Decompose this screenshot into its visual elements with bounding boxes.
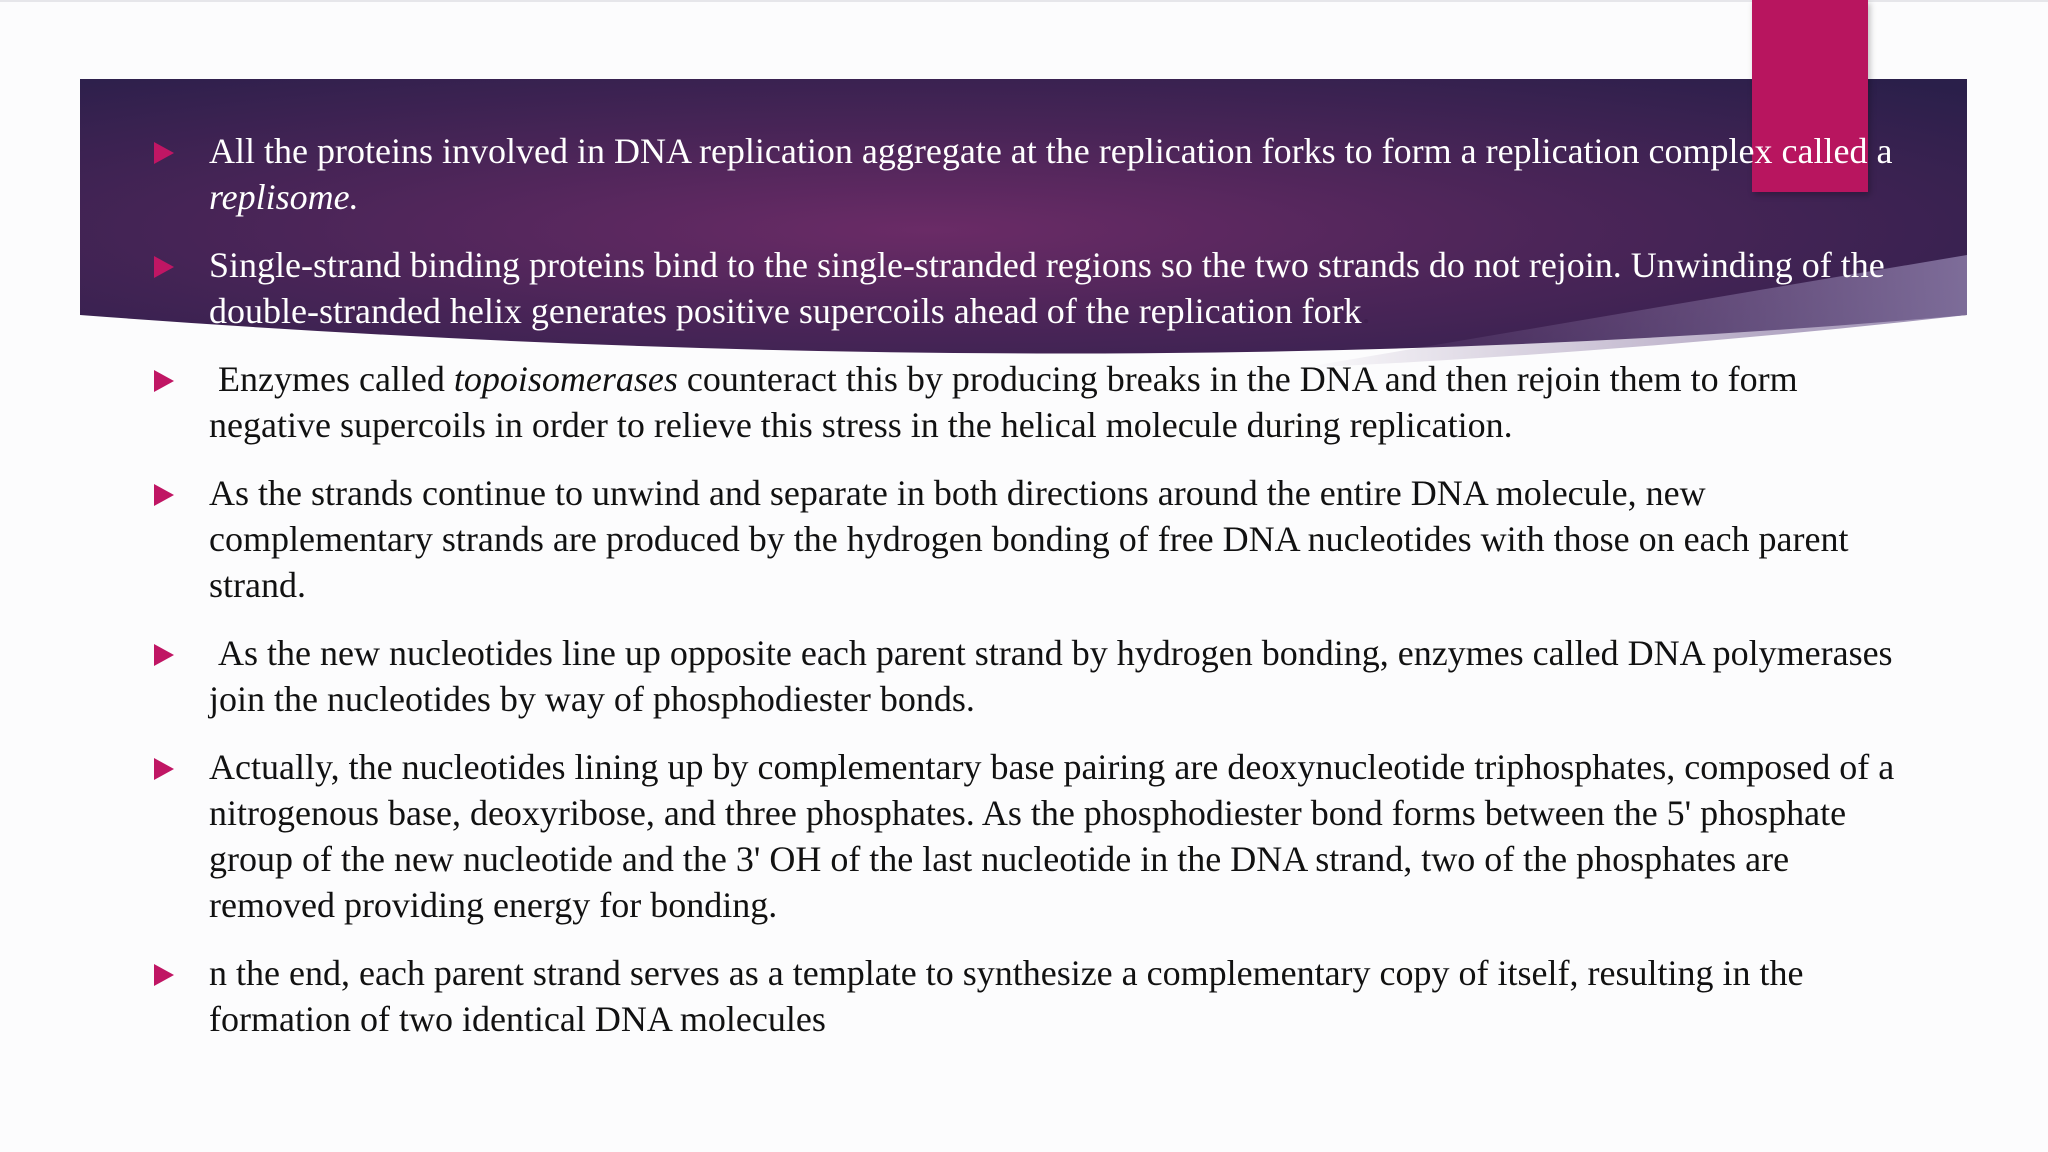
bullet-list xyxy=(148,128,1918,1064)
bullet-item: As the strands continue to unwind and separate in both directions around the entire DNA molecule, new complementary strands are produced by the hydrogen bonding of free DNA nucleotides with those on each parent strand. xyxy=(148,470,1918,608)
triangle-right-icon xyxy=(154,964,174,986)
triangle-right-icon xyxy=(154,370,174,392)
bullet-item: Actually, the nucleotides lining up by complementary base pairing are deoxynucleotide triphosphates, composed of a nitrogenous base, deoxyribose, and three phosphates. As the phosphodiester bond forms between the 5' phosphate group of the new nucleotide and the 3' OH of the last nucleotide in the DNA strand, two of the phosphates are removed providing energy for bonding. xyxy=(148,744,1918,928)
triangle-right-icon xyxy=(154,758,174,780)
bullet-item: n the end, each parent strand serves as a template to synthesize a complementary copy of itself, resulting in the formation of two identical DNA molecules xyxy=(148,950,1918,1042)
triangle-right-icon xyxy=(154,256,174,278)
triangle-right-icon xyxy=(154,644,174,666)
bullet-item: As the new nucleotides line up opposite each parent strand by hydrogen bonding, enzymes called DNA polymerases join the nucleotides by way of phosphodiester bonds. xyxy=(148,630,1918,722)
bullet-item: Enzymes called topoisomerases counteract this by producing breaks in the DNA and then rejoin them to form negative supercoils in order to relieve this stress in the helical molecule during replication. xyxy=(148,356,1918,448)
bullet-item: Single-strand binding proteins bind to the single-stranded regions so the two strands do not rejoin. Unwinding of the double-stranded helix generates positive supercoils ahead of the replication fork. xyxy=(148,242,1918,334)
triangle-right-icon xyxy=(154,484,174,506)
triangle-right-icon xyxy=(154,142,174,164)
bullet-item: All the proteins involved in DNA replication aggregate at the replication forks to form a replication complex called a replisome. xyxy=(148,128,1918,220)
